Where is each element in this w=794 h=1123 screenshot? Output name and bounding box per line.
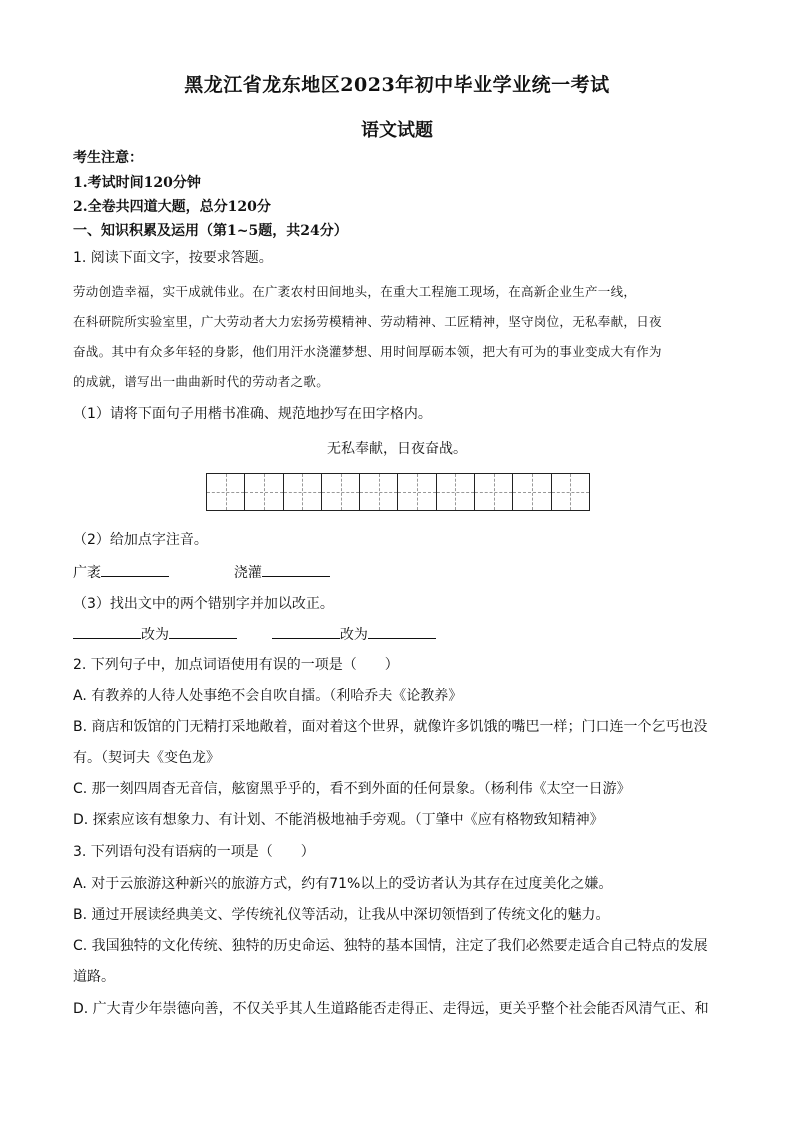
grid-cell[interactable]: [475, 474, 513, 510]
option-b[interactable]: B. 商店和饭馆的门无精打采地敞着，面对着这个世界，就像许多饥饿的嘴巴一样；门口连一个乞丐也没: [73, 719, 708, 735]
option-b[interactable]: B. 通过开展读经典美文、学传统礼仪等活动，让我从中深切领悟到了传统文化的魅力。: [73, 907, 610, 923]
option-d[interactable]: D. 广大青少年崇德向善，不仅关乎其人生道路能否走得正、走得远，更关乎整个社会能否风清气正、和: [73, 1001, 709, 1017]
pinyin-blank[interactable]: [101, 562, 169, 577]
question-stem: 1. 阅读下面文字，按要求答题。: [73, 250, 273, 266]
tianzige-grid[interactable]: [206, 473, 590, 511]
grid-cell[interactable]: [398, 474, 436, 510]
grid-cell[interactable]: [437, 474, 475, 510]
grid-cell[interactable]: [245, 474, 283, 510]
question-stem: 2. 下列句子中，加点词语使用有误的一项是（ ）: [73, 657, 399, 673]
notice-item: 1.考试时间120分钟: [73, 175, 201, 191]
pinyin-blank[interactable]: [262, 562, 330, 577]
exam-subtitle: 语文试题: [361, 120, 433, 141]
passage-line: 在科研院所实验室里，广大劳动者大力宏扬劳模精神、劳动精神、工匠精神，坚守岗位，无私奉献，日夜: [73, 314, 662, 329]
copy-sentence: 无私奉献，日夜奋战。: [327, 441, 467, 457]
change-label: 改为: [339, 627, 368, 643]
correct-char-blank[interactable]: [368, 624, 436, 639]
grid-cell[interactable]: [552, 474, 589, 510]
section-heading: 一、知识积累及运用（第1~5题，共24分）: [73, 223, 348, 239]
passage-line: 的成就，谱写出一曲曲新时代的劳动者之歌。: [73, 374, 330, 389]
correction-row: [73, 624, 436, 645]
pinyin-word: 浇灌: [233, 565, 262, 581]
passage-line: 劳动创造幸福，实干成就伟业。在广袤农村田间地头，在重大工程施工现场，在高新企业生产一线，: [73, 284, 637, 299]
pinyin-row: [73, 562, 330, 583]
grid-cell[interactable]: [322, 474, 360, 510]
option-c[interactable]: C. 我国独特的文化传统、独特的历史命运、独特的基本国情，注定了我们必然要走适合自己特点的发展: [73, 938, 708, 954]
passage-line: 奋战。其中有众多年轻的身影，他们用汗水浇灌梦想、用时间厚砺本领，把大有可为的事业变成大有作为: [73, 344, 662, 359]
option-c-cont: 道路。: [73, 969, 115, 985]
subquestion: （3）找出文中的两个错别字并加以改正。: [73, 596, 334, 612]
pinyin-word: 广袤: [73, 565, 101, 581]
subquestion: （2）给加点字注音。: [73, 532, 208, 548]
notice-item: 2.全卷共四道大题，总分120分: [73, 199, 271, 215]
correct-char-blank[interactable]: [169, 624, 237, 639]
subquestion: （1）请将下面句子用楷书准确、规范地抄写在田字格内。: [73, 406, 432, 422]
question-stem: 3. 下列语句没有语病的一项是（ ）: [73, 844, 315, 860]
notice-heading: 考生注意：: [73, 150, 143, 166]
option-d[interactable]: D. 探索应该有想象力、有计划、不能消极地袖手旁观。（丁肇中《应有格物致知精神》: [73, 812, 604, 828]
grid-cell[interactable]: [284, 474, 322, 510]
option-a[interactable]: A. 对于云旅游这种新兴的旅游方式，约有71%以上的受访者认为其存在过度美化之嫌。: [73, 876, 613, 892]
grid-cell[interactable]: [513, 474, 551, 510]
option-a[interactable]: A. 有教养的人待人处事绝不会自吹自擂。（利哈乔夫《论教养》: [73, 688, 463, 704]
option-c[interactable]: C. 那一刻四周杳无音信，舷窗黑乎乎的，看不到外面的任何景象。（杨利伟《太空一日游》: [73, 781, 631, 797]
exam-title: 黑龙江省龙东地区2023年初中毕业学业统一考试: [184, 74, 610, 96]
change-label: 改为: [141, 627, 169, 643]
wrong-char-blank[interactable]: [73, 624, 141, 639]
option-b-cont: 有。（契诃夫《变色龙》: [73, 750, 220, 766]
wrong-char-blank[interactable]: [272, 624, 340, 639]
grid-cell[interactable]: [207, 474, 245, 510]
grid-cell[interactable]: [360, 474, 398, 510]
